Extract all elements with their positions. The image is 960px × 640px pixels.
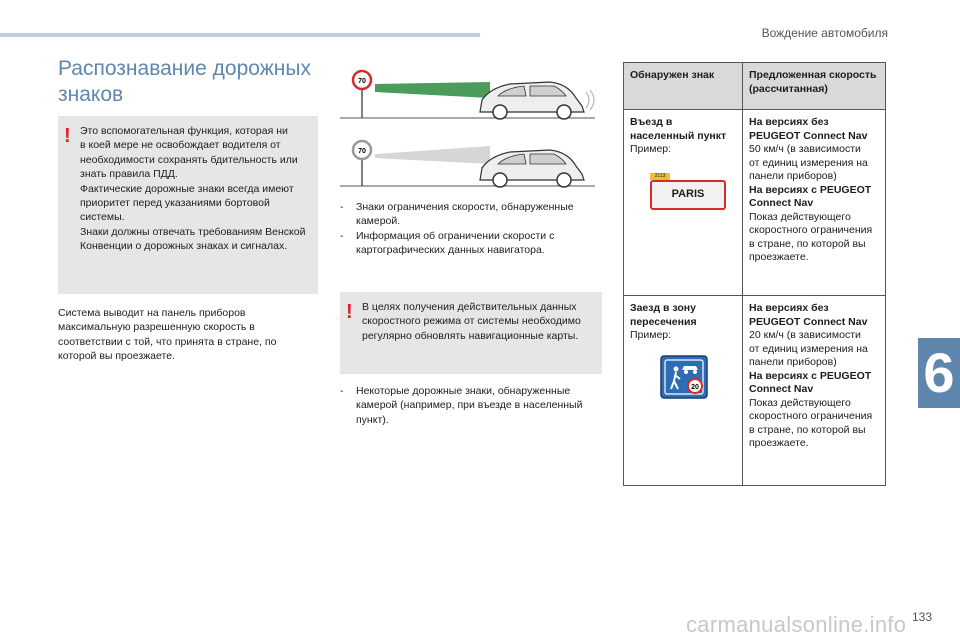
warning-line: регулярно обновлять навигационные карты.	[362, 329, 579, 342]
watermark: carmanualsonline.info	[686, 612, 907, 637]
bullet-line: пункт).	[356, 413, 389, 426]
camera-detection-cone	[375, 82, 490, 98]
warning-line: Это вспомогательная функция, которая ни	[80, 125, 288, 137]
warning-line: Фактические дорожные знаки всегда имеют	[80, 182, 294, 195]
warning-line: знать правила ПДД.	[80, 168, 178, 181]
warning-exclamation-icon: !	[346, 301, 353, 323]
table-cell-sign	[624, 110, 743, 296]
speed-text: 50 км/ч (в зависимости	[749, 143, 861, 155]
speed-text: проезжаете.	[749, 251, 809, 263]
intro-line: которой вы проезжаете.	[58, 350, 175, 363]
list-item	[340, 229, 602, 258]
intro-line: Система выводит на панель приборов	[58, 307, 246, 319]
bullet-line: картографических данных навигатора.	[356, 244, 545, 257]
speed-text: скоростного ограничения	[749, 224, 873, 236]
speed-text: в стране, по которой вы	[749, 423, 866, 436]
speed-heading: На версиях с PEUGEOT	[749, 183, 872, 196]
speed-sign-value: 70	[358, 148, 366, 155]
page-title	[58, 56, 318, 108]
warning-line: В целях получения действительных данных	[362, 301, 577, 313]
bullet-line: камерой (например, при въезде в населенный	[356, 399, 583, 412]
paris-town-sign-icon	[650, 173, 736, 210]
chapter-tab: 6	[918, 338, 960, 408]
sign-name: населенный пункт	[630, 129, 727, 142]
warning-line: в коей мере не освобождает водителя от	[80, 139, 281, 152]
bullet-line: камерой.	[356, 215, 401, 228]
table-cell-sign	[624, 296, 743, 486]
table-header-row	[624, 63, 886, 110]
intro-paragraph	[58, 306, 318, 364]
shared-zone-sign-icon	[660, 355, 708, 399]
top-accent-bar	[0, 33, 480, 37]
header-line: (рассчитанная)	[749, 82, 828, 95]
sign-speed-table	[623, 62, 886, 486]
bullet-line: - Информация об ограничении скорости с	[356, 229, 555, 242]
table-cell-speed	[743, 296, 886, 486]
speed-text: проезжаете.	[749, 437, 809, 449]
car-icon	[480, 82, 594, 119]
table-row	[624, 296, 886, 486]
warning-box	[340, 292, 602, 374]
speed-heading: На версиях с PEUGEOT	[749, 369, 872, 382]
paris-sign-tag: 2113	[650, 173, 670, 180]
speed-text: скоростного ограничения	[749, 410, 873, 422]
speed-heading: На версиях без	[749, 116, 829, 128]
zone-speed-value: 20	[691, 383, 699, 391]
example-label: Пример:	[630, 329, 672, 341]
sign-name: пересечения	[630, 315, 697, 328]
table-header-sign: Обнаружен знак	[624, 63, 743, 110]
bullet-line: - Знаки ограничения скорости, обнаруженные	[356, 201, 574, 213]
warning-text	[80, 124, 314, 254]
section-header: Вождение автомобиля	[761, 26, 888, 40]
speed-text: в стране, по которой вы	[749, 237, 866, 250]
speed-text: панели приборов)	[749, 356, 837, 368]
bullet-line: - Некоторые дорожные знаки, обнаруженные	[356, 385, 571, 397]
bullet-list	[340, 384, 602, 427]
speed-heading: PEUGEOT Connect Nav	[749, 315, 868, 328]
warning-line: Конвенции о дорожных знаках и сигналах.	[80, 240, 288, 253]
warning-box	[58, 116, 318, 294]
table-cell-speed	[743, 110, 886, 296]
list-item	[340, 200, 602, 229]
intro-line: максимальную разрешенную скорость в	[58, 321, 255, 334]
warning-line: Знаки должны отвечать требованиям Венской	[80, 225, 306, 238]
speed-sign-value: 70	[358, 78, 366, 85]
warning-exclamation-icon: !	[64, 125, 71, 147]
car-icon	[480, 150, 584, 187]
page-number: 133	[911, 610, 932, 624]
example-label: Пример:	[630, 143, 672, 155]
speed-text: Показ действующего	[749, 210, 851, 223]
speed-text: от единиц измерения на	[749, 156, 868, 169]
warning-text	[362, 300, 598, 343]
list-item	[340, 384, 602, 427]
speed-text: от единиц измерения на	[749, 342, 868, 355]
speed-heading: Connect Nav	[749, 197, 814, 209]
speed-text: 20 км/ч (в зависимости	[749, 329, 861, 341]
paris-sign-text: PARIS	[650, 180, 726, 210]
speed-heading: Connect Nav	[749, 383, 814, 395]
speed-heading: PEUGEOT Connect Nav	[749, 129, 868, 142]
speed-text: панели приборов)	[749, 170, 837, 182]
speed-heading: На версиях без	[749, 302, 829, 314]
page-title-text: Распознавание дорожных знаков	[58, 57, 311, 106]
table-row	[624, 110, 886, 296]
table-header-speed	[743, 63, 886, 110]
sign-name: Заезд в зону	[630, 302, 696, 314]
sign-recognition-illustration	[340, 62, 605, 192]
sign-name: Въезд в	[630, 116, 673, 128]
map-data-cone	[375, 146, 490, 164]
intro-line: соответствии с той, что принята в стране, по	[58, 335, 277, 348]
header-line: Предложенная скорость	[749, 69, 877, 81]
warning-line: скоростного режима от системы необходимо	[362, 315, 581, 328]
bullet-list	[340, 200, 602, 258]
warning-line: системы.	[80, 211, 125, 224]
speed-text: Показ действующего	[749, 396, 851, 409]
warning-line: необходимости сохранять бдительность или	[80, 153, 298, 166]
warning-line: приоритет перед указаниями бортовой	[80, 197, 270, 210]
